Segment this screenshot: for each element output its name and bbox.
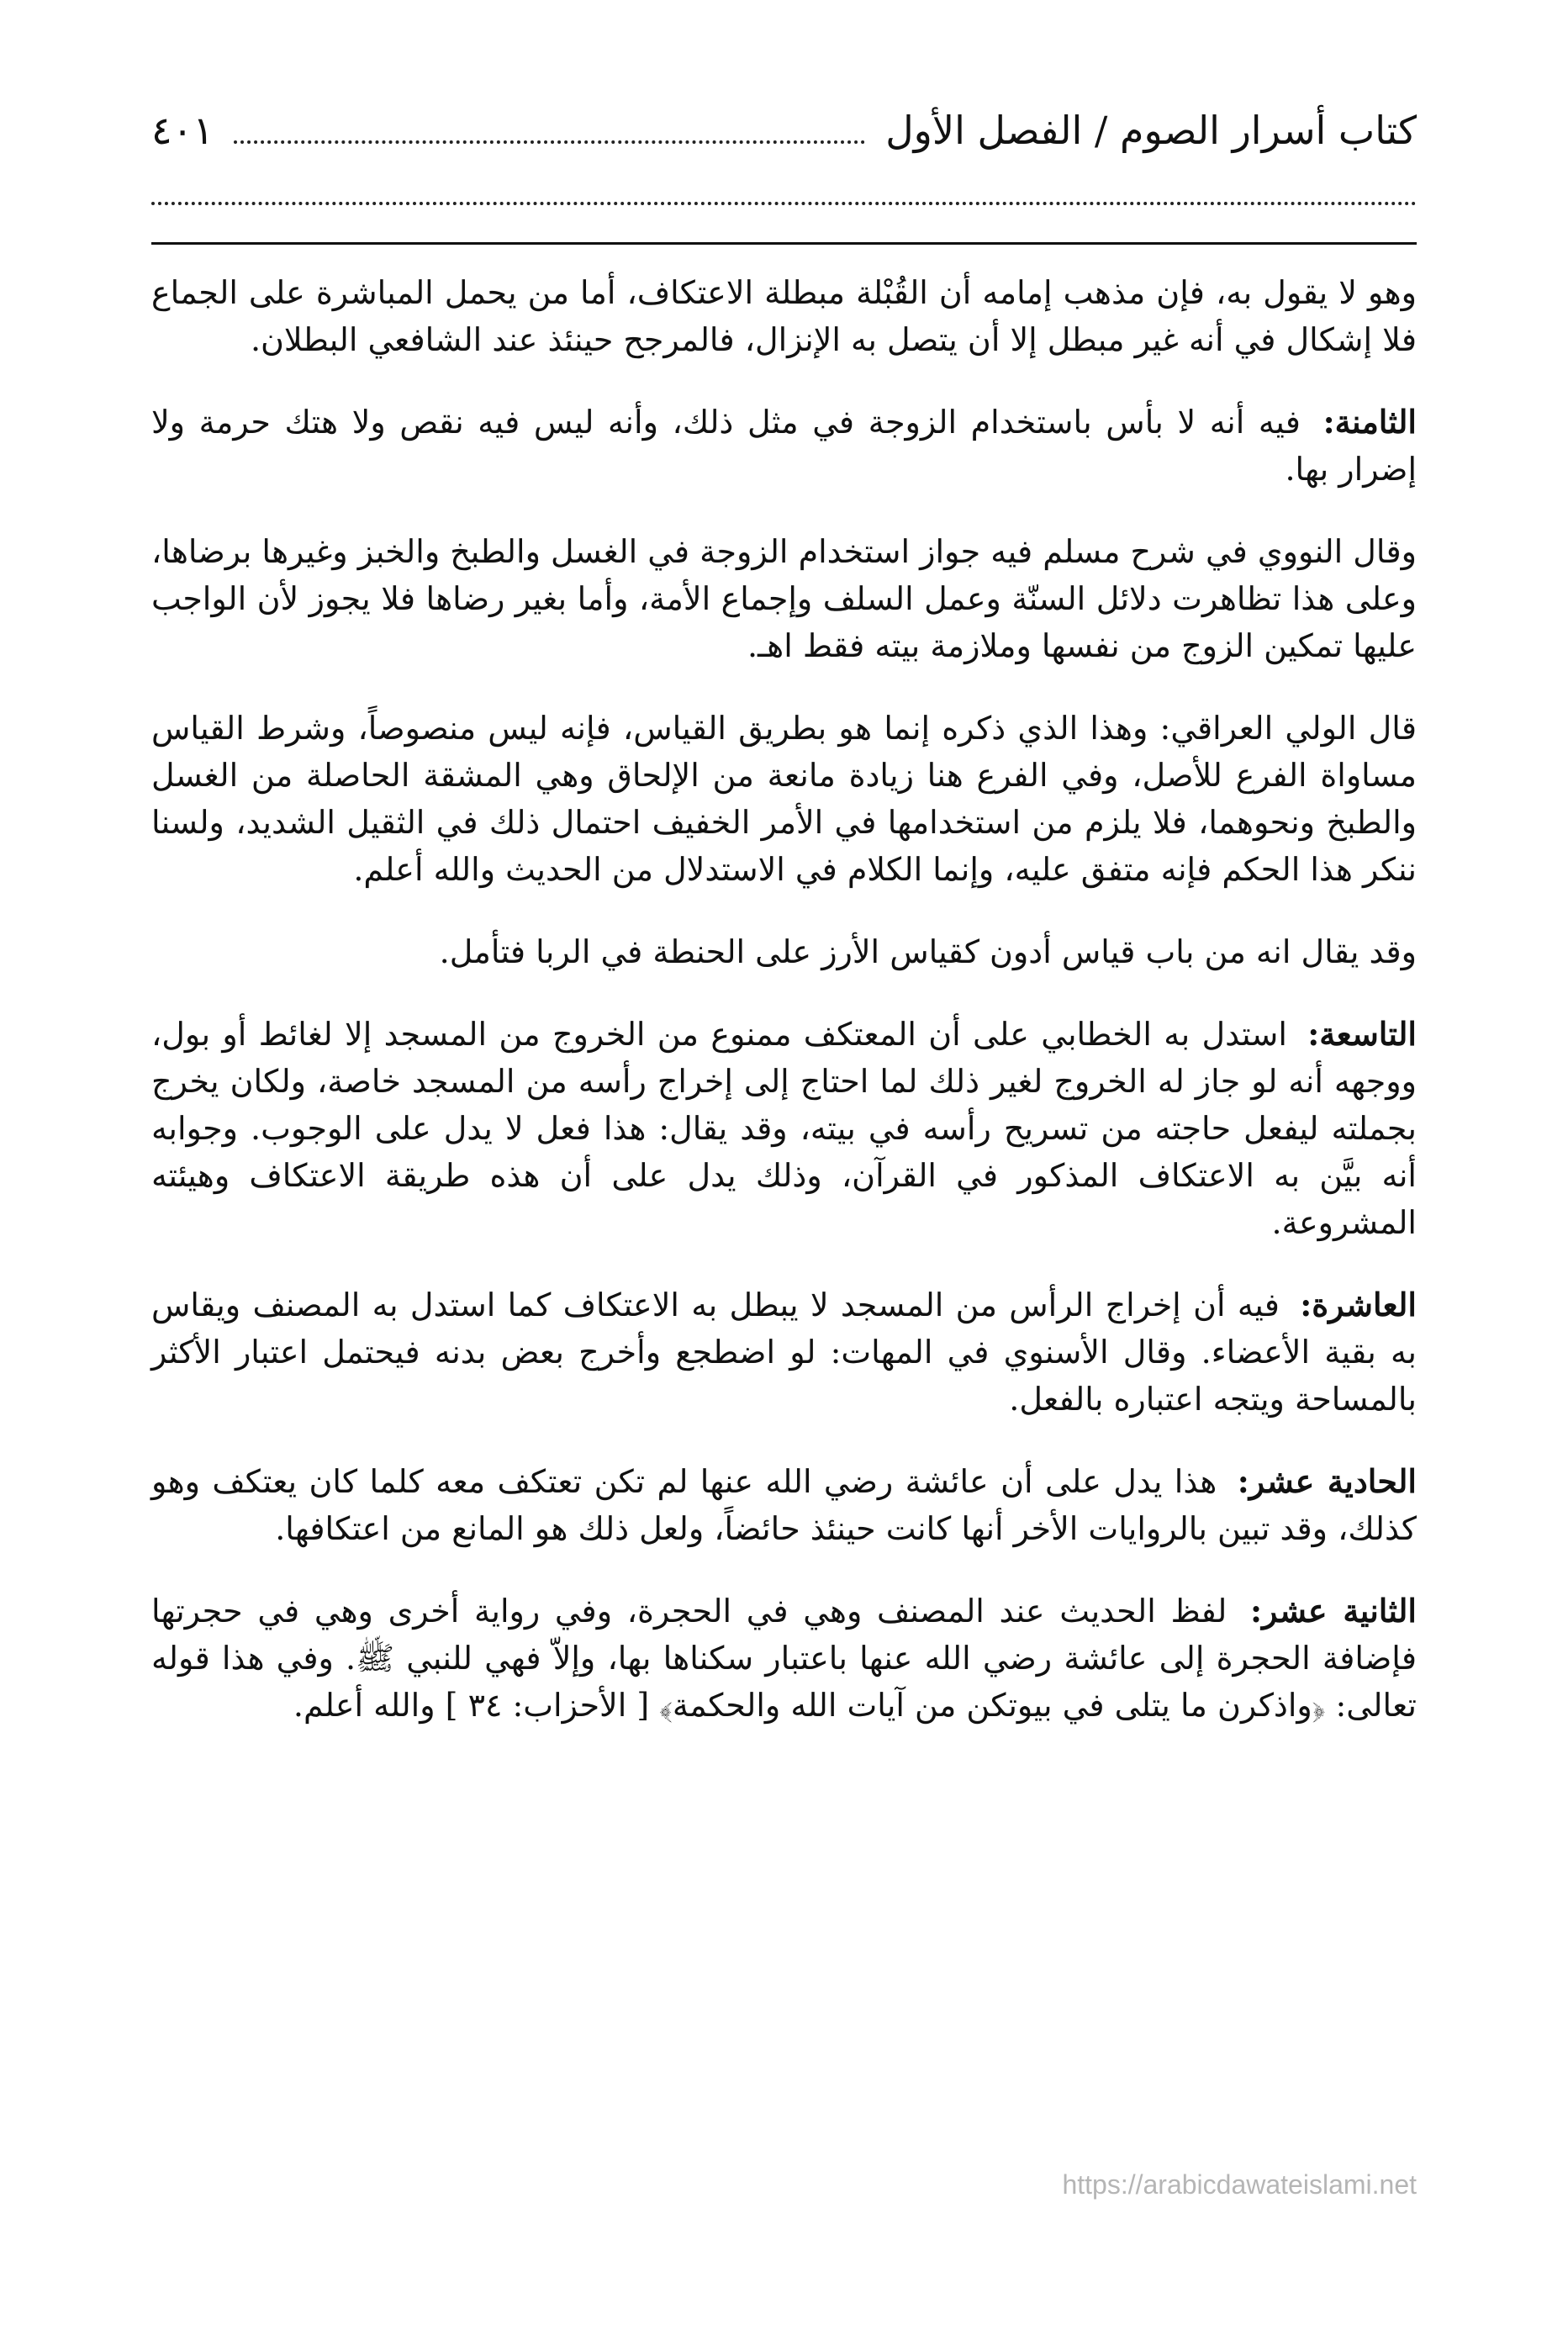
paragraph-twelfth — [151, 1587, 1417, 1729]
paragraph-heading: التاسعة: — [1307, 1015, 1417, 1053]
paragraph-1 — [151, 269, 1417, 363]
paragraph-heading: الثانية عشر: — [1250, 1592, 1417, 1630]
paragraph-nawawi — [151, 528, 1417, 669]
paragraph-iraqi — [151, 705, 1417, 893]
paragraph-eleventh — [151, 1458, 1417, 1552]
paragraph-tenth — [151, 1281, 1417, 1423]
paragraph-text: وقال النووي في شرح مسلم فيه جواز استخدام الزوجة في الغسل والطبخ والخبز وغيرها برضاها، وعلى هذا تظاهرت دلائل السنّة وعمل السلف وإجماع الأمة، وأما بغير رضاها فلا يجوز لأن الواجب عليها تمكين الزوج من نفسها وملازمة بيته فقط اهـ. — [151, 533, 1417, 664]
paragraph-text: استدل به الخطابي على أن المعتكف ممنوع من الخروج من المسجد إلا لغائط أو بول، ووجهه أنه لو جاز له الخروج لغير ذلك لما احتاج إلى إخراج رأسه من المسجد خاصة، ولكان يخرج بجملته ليفعل حاجته من تسريح رأسه في بيته، وقد يقال: هذا فعل لا يدل على الوجوب. وجوابه أنه بيَّن به الاعتكاف المذكور في القرآن، وذلك يدل على أن هذه طريقة الاعتكاف وهيئته المشروعة. — [151, 1016, 1417, 1241]
paragraph-qiyas — [151, 928, 1417, 975]
paragraph-heading: الحادية عشر: — [1237, 1462, 1417, 1500]
running-title: كتاب أسرار الصوم / الفصل الأول — [885, 108, 1417, 153]
watermark: https://arabicdawateislami.net — [1062, 2169, 1417, 2200]
page-number: ٤٠١ — [151, 108, 214, 153]
paragraph-ninth — [151, 1011, 1417, 1246]
paragraph-text: وقد يقال انه من باب قياس أدون كقياس الأرز على الحنطة في الربا فتأمل. — [439, 933, 1417, 970]
paragraph-text: هذا يدل على أن عائشة رضي الله عنها لم تكن تعتكف معه كلما كان يعتكف وهو كذلك، وقد تبين بالروايات الأخر أنها كانت حينئذ حائضاً، ولعل ذلك هو المانع من اعتكافها. — [151, 1463, 1417, 1547]
solid-separator — [151, 242, 1417, 245]
dotted-separator — [151, 202, 1417, 205]
header-dot-leader — [234, 140, 865, 144]
paragraph-text: وهو لا يقول به، فإن مذهب إمامه أن القُبْلة مبطلة الاعتكاف، أما من يحمل المباشرة على الجماع فلا إشكال في أنه غير مبطل إلا أن يتصل به الإنزال، فالمرجح حينئذ عند الشافعي البطلان. — [151, 274, 1417, 358]
paragraph-heading: العاشرة: — [1300, 1286, 1417, 1323]
paragraph-text: لفظ الحديث عند المصنف وهي في الحجرة، وفي رواية أخرى وهي في حجرتها فإضافة الحجرة إلى عائشة رضي الله عنها باعتبار سكناها بها، وإلاّ فهي للنبي ﷺ. وفي هذا قوله تعالى: ﴿واذكرن ما يتلى في بيوتكن من آيات الله والحكمة﴾ [ الأحزاب: ٣٤ ] والله أعلم. — [151, 1593, 1417, 1724]
paragraph-text: فيه أنه لا بأس باستخدام الزوجة في مثل ذلك، وأنه ليس فيه نقص ولا هتك حرمة ولا إضرار بها. — [151, 404, 1417, 488]
paragraph-heading: الثامنة: — [1323, 403, 1417, 441]
body-text — [151, 269, 1417, 1764]
page-header — [151, 92, 1417, 168]
paragraph-text: قال الولي العراقي: وهذا الذي ذكره إنما هو بطريق القياس، فإنه ليس منصوصاً، وشرط القياس مساواة الفرع للأصل، وفي الفرع هنا زيادة مانعة من الإلحاق وهي المشقة الحاصلة من الغسل والطبخ ونحوهما، فلا يلزم من استخدامها في الأمر الخفيف احتمال ذلك في الثقيل الشديد، ولسنا ننكر هذا الحكم فإنه متفق عليه، وإنما الكلام في الاستدلال من الحديث والله أعلم. — [151, 710, 1418, 888]
paragraph-eighth — [151, 399, 1417, 493]
paragraph-text: فيه أن إخراج الرأس من المسجد لا يبطل به الاعتكاف كما استدل به المصنف ويقاس به بقية الأعضاء. وقال الأسنوي في المهات: لو اضطجع وأخرج بعض بدنه فيحتمل اعتبار الأكثر بالمساحة ويتجه اعتباره بالفعل. — [151, 1286, 1417, 1418]
